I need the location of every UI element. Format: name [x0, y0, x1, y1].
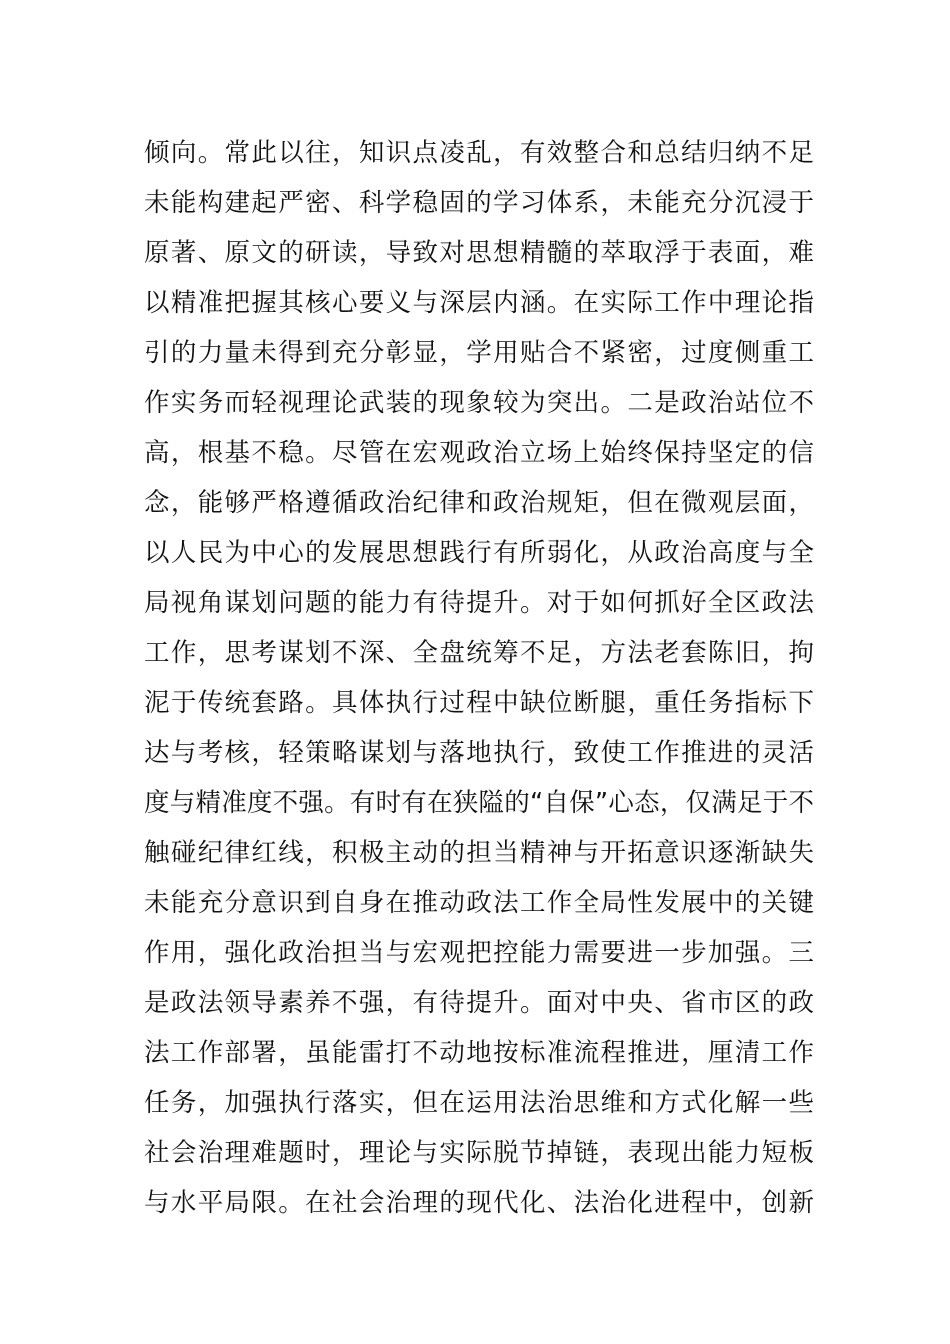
text-line: 与水平局限。在社会治理的现代化、法治化进程中，创新 [144, 1188, 814, 1218]
document-body [144, 128, 814, 1228]
text-line: 泥于传统套路。具体执行过程中缺位断腿，重任务指标下 [144, 688, 814, 718]
text-line: 以精准把握其核心要义与深层内涵。在实际工作中理论指 [144, 288, 814, 318]
text-line: 社会治理难题时，理论与实际脱节掉链，表现出能力短板 [144, 1138, 814, 1168]
text-line: 触碰纪律红线，积极主动的担当精神与开拓意识逐渐缺失 [144, 838, 814, 868]
text-line: 作实务而轻视理论武装的现象较为突出。二是政治站位不 [144, 388, 814, 418]
text-line: 念，能够严格遵循政治纪律和政治规矩，但在微观层面， [144, 488, 814, 518]
text-line: 任务，加强执行落实，但在运用法治思维和方式化解一些 [144, 1088, 814, 1118]
text-line: 未能充分意识到自身在推动政法工作全局性发展中的关键 [144, 888, 814, 918]
text-line: 原著、原文的研读，导致对思想精髓的萃取浮于表面，难 [144, 238, 814, 268]
text-line: 倾向。常此以往，知识点凌乱，有效整合和总结归纳不足 [144, 138, 814, 168]
text-line: 引的力量未得到充分彰显，学用贴合不紧密，过度侧重工 [144, 338, 814, 368]
text-line: 高，根基不稳。尽管在宏观政治立场上始终保持坚定的信 [144, 438, 814, 468]
text-line: 未能构建起严密、科学稳固的学习体系，未能充分沉浸于 [144, 188, 814, 218]
text-line: 达与考核，轻策略谋划与落地执行，致使工作推进的灵活 [144, 738, 814, 768]
text-line: 工作，思考谋划不深、全盘统筹不足，方法老套陈旧，拘 [144, 638, 814, 668]
text-line: 度与精准度不强。有时有在狭隘的“自保”心态，仅满足于不 [144, 788, 814, 818]
text-line: 局视角谋划问题的能力有待提升。对于如何抓好全区政法 [144, 588, 814, 618]
text-line: 作用，强化政治担当与宏观把控能力需要进一步加强。三 [144, 938, 814, 968]
text-line: 法工作部署，虽能雷打不动地按标准流程推进，厘清工作 [144, 1038, 814, 1068]
text-line: 以人民为中心的发展思想践行有所弱化，从政治高度与全 [144, 538, 814, 568]
text-line: 是政法领导素养不强，有待提升。面对中央、省市区的政 [144, 988, 814, 1018]
